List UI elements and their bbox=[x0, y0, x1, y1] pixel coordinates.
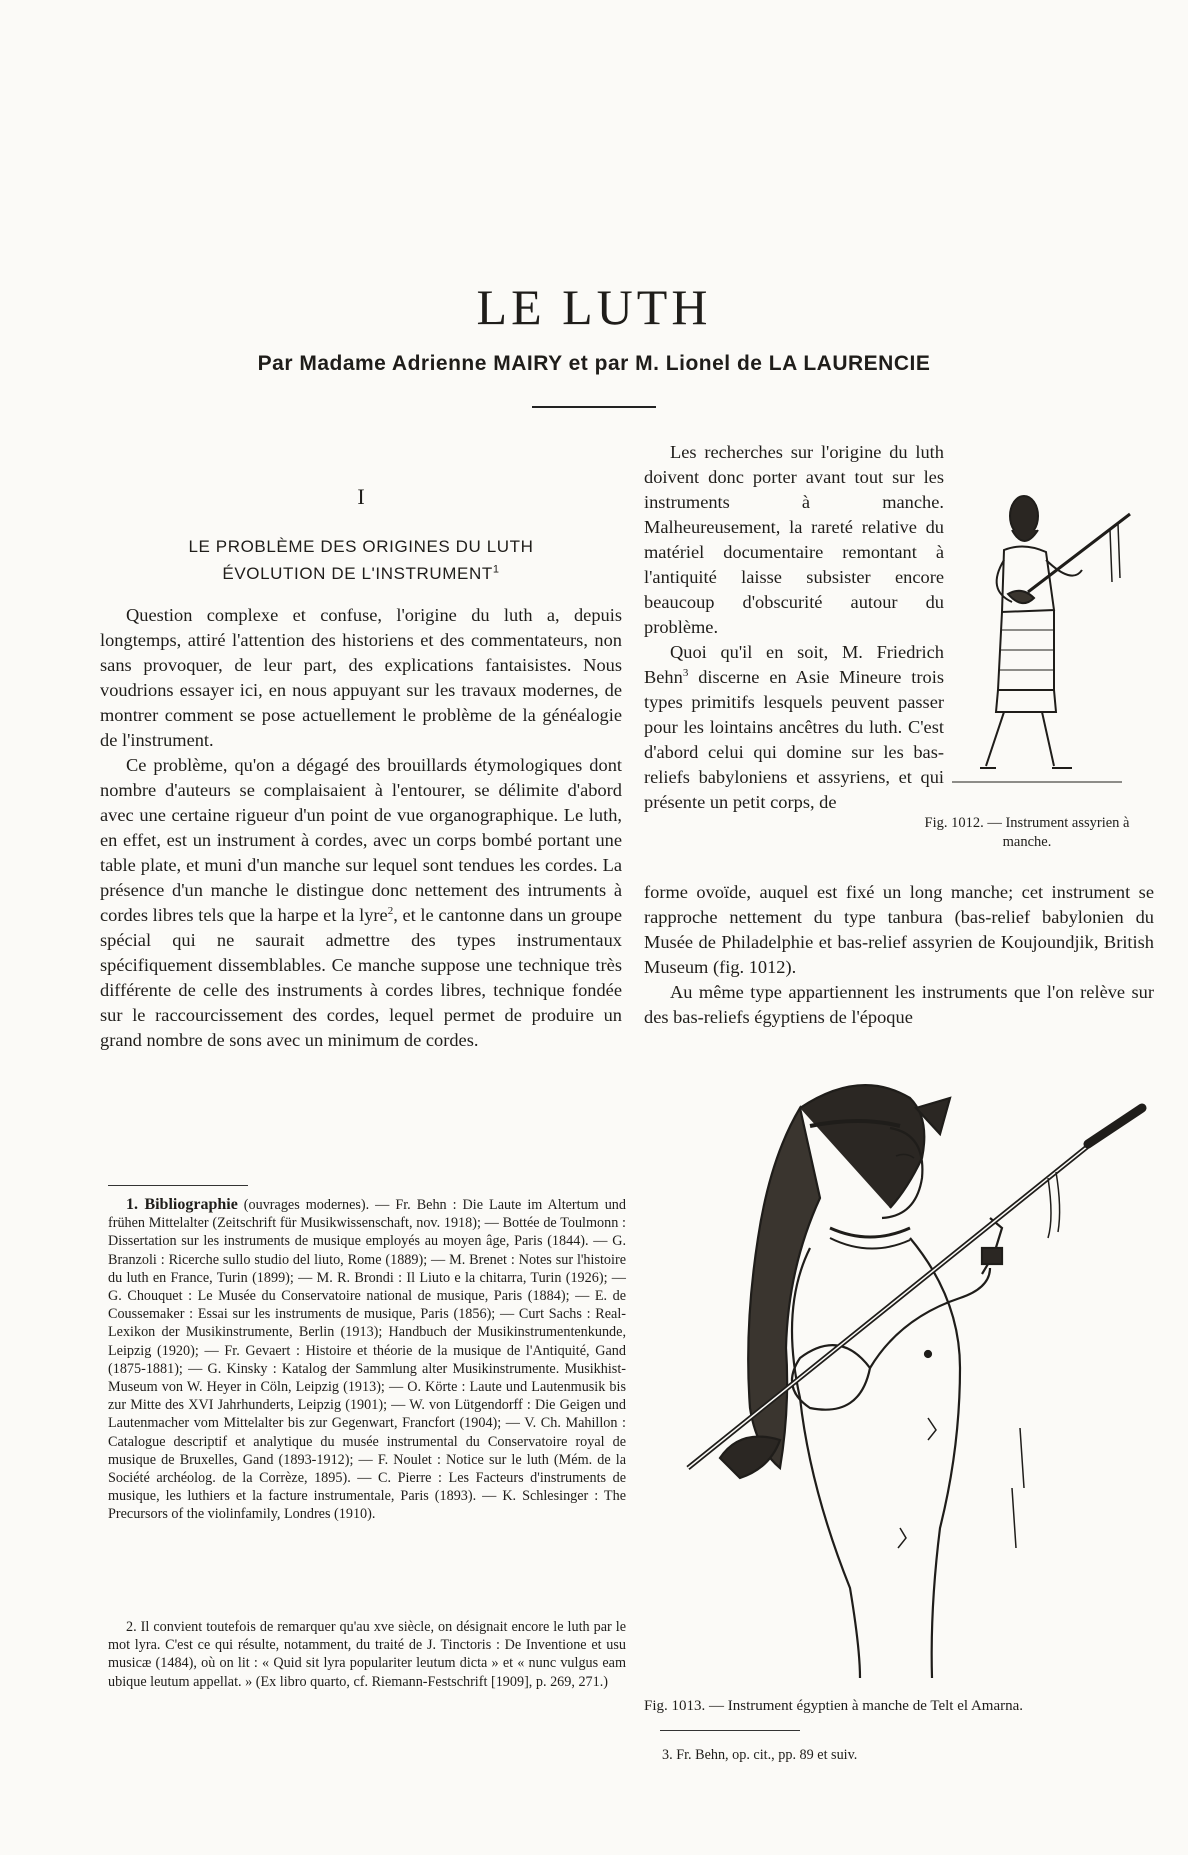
figure-1012-caption: Fig. 1012. — Instrument assyrien à manche. bbox=[924, 815, 1130, 850]
right-column-top bbox=[644, 440, 944, 815]
left-column bbox=[100, 440, 622, 1053]
figure-1013-illustration bbox=[660, 1068, 1160, 1688]
section-heading-line1: LE PROBLÈME DES ORIGINES DU LUTH bbox=[188, 537, 534, 556]
footnote-rule bbox=[108, 1185, 248, 1186]
footnote-3-rule bbox=[660, 1730, 800, 1731]
section-heading-line2 bbox=[100, 560, 622, 587]
section-heading bbox=[100, 533, 622, 587]
right-paragraph-1: Les recherches sur l'origine du luth doivent donc porter avant tout sur les instruments à manche. Malheureusement, la rareté relative du matériel documentaire remontant à l'antiquité laisse subsister encore beaucoup d'obscurité autour du problème. bbox=[644, 442, 944, 637]
right-paragraph-2-c: forme ovoïde, auquel est fixé un long manche; cet instrument se rapproche nettement du type tanbura (bas-relief babylonien du Musée de Philadelphie et bas-relief assyrien de Koujoundjik, British Museum (fig. 1012). bbox=[644, 882, 1154, 977]
figure-1013-caption: Fig. 1013. — Instrument égyptien à manche de Telt el Amarna. bbox=[644, 1698, 1023, 1714]
footnote-ref-1[interactable]: 1 bbox=[492, 563, 500, 576]
footnote-1 bbox=[108, 1196, 626, 1524]
footnote-1-text: (ouvrages modernes). — Fr. Behn : Die Laute im Altertum und frühen Mittelalter (Zeitschrift für Musikwissenschaft, nov. 1918); — Bottée de Toulmonn : Dissertation sur les instruments de musique employés au moyen âge, Paris (1844). — G. Branzoli : Ricerche sullo studio del liuto, Rome (1889); — M. Brenet : Notes sur l'histoire du luth en France, Turin (1899); — M. R. Brondi : Il Liuto e la chitarra, Turin (1926); — G. Chouquet : Le Musée du Conservatoire national de musique, Paris (1884); — E. de Coussemaker : Essai sur les instruments de musique, Paris (1856); — Curt Sachs : Real-Lexikon der Musikinstrumente, Berlin (1913); Handbuch der Musikinstrumentenkunde, Leipzig (1920); — Fr. Gevaert : Histoire et théorie de la musique de l'Antiquité, Gand (1875-1881); — G. Kinsky : Katalog der Sammlung alter Musikinstrumente. Musikhist-Museum von W. Heyer in Cöln, Leipzig (1913); — O. Körte : Laute und Lautenmusik bis zur Mitte des XVI Jahrhunderts, Leipzig (1901); — W. von Lütgendorff : Die Geigen und Lautenmacher vom Mittelalter bis zur Gegenwart, Francfort (1904); — V. Ch. Mahillon : Catalogue descriptif et analytique du musée instrumental du Conservatoire royal de musique de Bruxelles, Gand (1893-1912); — F. Noulet : Notice sur le luth (Mém. de la Société archéolog. de la Corrèze, 1895). — C. Pierre : Les Facteurs d'instruments de musique, les luthiers et la facture instrumentale, Paris (1893). — K. Schlesinger : The Precursors of the violinfamily, Londres (1910). bbox=[108, 1197, 626, 1523]
footnote-3: 3. Fr. Behn, op. cit., pp. 89 et suiv. bbox=[662, 1747, 858, 1763]
title-rule bbox=[532, 406, 656, 408]
right-column-continuation bbox=[644, 880, 1154, 1030]
footnote-2-text: 2. Il convient toutefois de remarquer qu'au xve siècle, on désignait encore le luth par le mot lyra. C'est ce qui résulte, notamment, du traité de J. Tinctoris : De Inventione et usu musicæ (1484), où on lit : « Quid sit lyra populariter leutum dicta » et « nunc vulgus eam ubique leutum appellat. » (Ex libro quarto, cf. Riemann-Festschrift [1909], p. 269, 271.) bbox=[108, 1619, 626, 1690]
paragraph-2-a: Ce problème, qu'on a dégagé des brouillards étymologiques dont nombre d'auteurs se complaisaient à l'entourer, se délimite d'abord avec une certaine rigueur d'un point de vue organographique. Le luth, en effet, est un instrument à cordes, avec un corps bombé portant une table plate, et muni d'un manche sur lequel sont tendues les cordes. La présence d'un manche le distingue donc nettement des intruments à cordes libres tels que la harpe et la lyre bbox=[100, 755, 622, 925]
footnote-1-label: 1. Bibliographie bbox=[126, 1196, 238, 1213]
footnote-ref-2[interactable]: 2 bbox=[387, 904, 394, 917]
figure-1012-illustration bbox=[942, 490, 1142, 790]
right-paragraph-2 bbox=[644, 640, 944, 815]
right-paragraph-2-a: Quoi qu'il en soit, M. Friedrich Behn bbox=[644, 642, 944, 687]
paragraph-2 bbox=[100, 753, 622, 1053]
article-authors: Par Madame Adrienne MAIRY et par M. Lionel de LA LAURENCIE bbox=[257, 352, 931, 375]
article-title: LE LUTH bbox=[476, 279, 712, 335]
paragraph-1: Question complexe et confuse, l'origine du luth a, depuis longtemps, attiré l'attention des historiens et des commentateurs, non sans provoquer, de leur part, des explications fantaisistes. Nous voudrions essayer ici, en nous appuyant sur les travaux modernes, de montrer comment se pose actuellement le problème de la généalogie de l'instrument. bbox=[100, 605, 622, 750]
footnote-2 bbox=[108, 1618, 626, 1691]
footnote-ref-3[interactable]: 3 bbox=[682, 666, 689, 679]
right-paragraph-3: Au même type appartiennent les instruments que l'on relève sur des bas-reliefs égyptiens de l'époque bbox=[644, 982, 1154, 1027]
section-number: I bbox=[357, 484, 365, 509]
paragraph-2-b: , et le cantonne dans un groupe spécial qui ne saurait admettre des types instrumentaux spécifiquement dissemblables. Ce manche suppose une technique très différente de celle des instruments à cordes libres, technique fondée sur le raccourcissement des cordes, lequel permet de produire un grand nombre de sons avec un minimum de cordes. bbox=[100, 905, 622, 1050]
section-heading-line2-text: ÉVOLUTION DE L'INSTRUMENT bbox=[222, 564, 493, 583]
right-paragraph-2-b: discerne en Asie Mineure trois types primitifs lesquels peuvent passer pour les lointains ancêtres du luth. C'est d'abord celui qui domine sur les bas-reliefs babyloniens et assyriens, et qui présente un petit corps, de bbox=[644, 667, 944, 812]
